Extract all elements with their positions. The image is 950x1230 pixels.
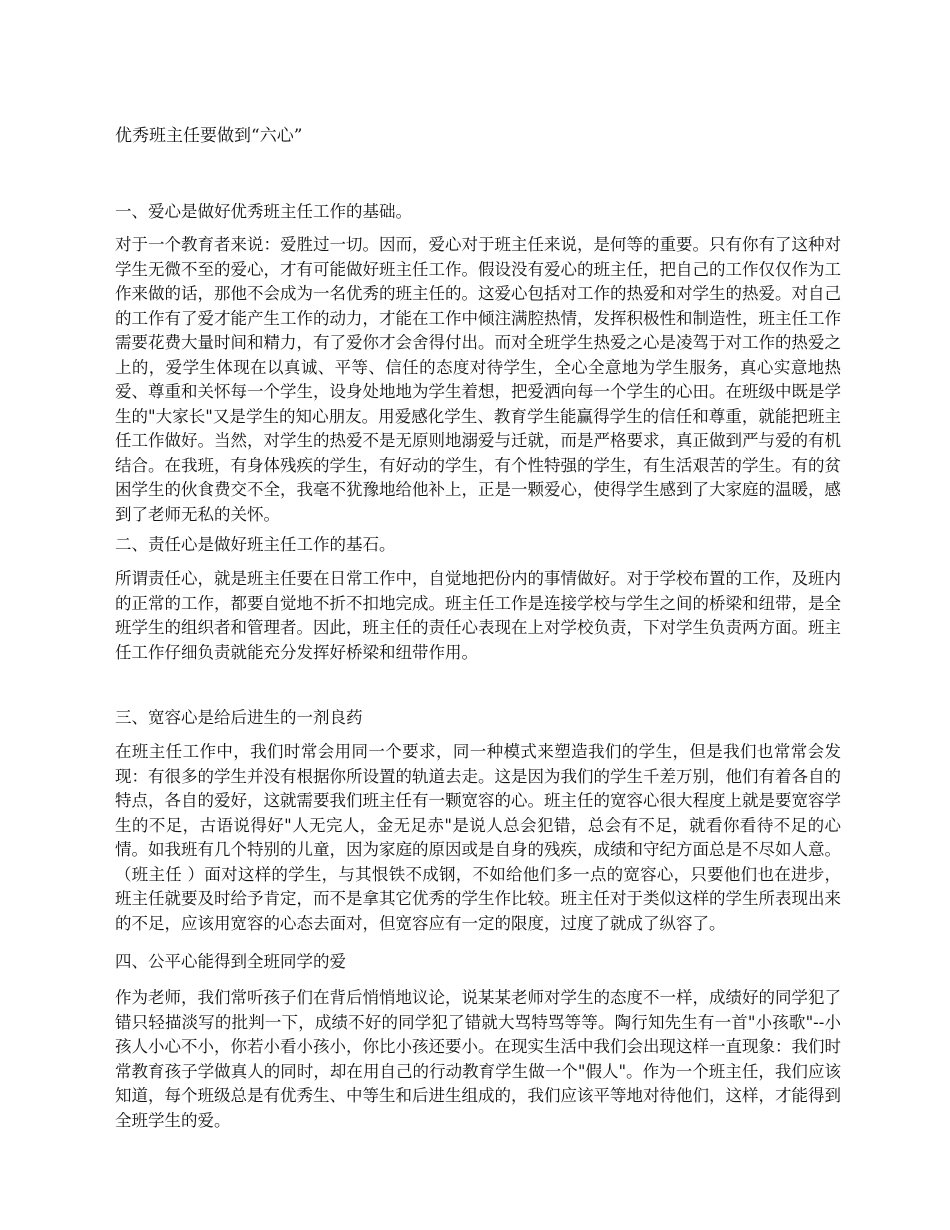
section-paragraph-fairness: 作为老师，我们常听孩子们在背后悄悄地议论，说某某老师对学生的态度不一样，成绩好的同学犯了错只轻描淡写的批判一下，成绩不好的同学犯了错就大骂特骂等等。陶行知先生有一首"小孩歌"--小孩人小心不小，你若小看小孩小，你比小孩还要小。在现实生活中我们会出现这样一直现象：我们时常教育孩子学做真人的同时，却在用自己的行动教育学生做一个"假人"。作为一个班主任，我们应该知道，每个班级总是有优秀生、中等生和后进生组成的，我们应该平等地对待他们，这样，才能得到全班学生的爱。 — [115, 988, 841, 1130]
section-heading-tolerance: 三、宽容心是给后进生的一剂良药 — [115, 708, 363, 727]
document-title: 优秀班主任要做到“六心” — [115, 126, 303, 146]
section-heading-responsibility: 二、责任心是做好班主任工作的基石。 — [115, 535, 396, 554]
section-heading-love: 一、爱心是做好优秀班主任工作的基础。 — [115, 202, 412, 221]
section-paragraph-tolerance: 在班主任工作中，我们时常会用同一个要求，同一种模式来塑造我们的学生，但是我们也常常会发现：有很多的学生并没有根据你所设置的轨道去走。这是因为我们的学生千差万别，他们有着各自的特点，各自的爱好，这就需要我们班主任有一颗宽容的心。班主任的宽容心很大程度上就是要宽容学生的不足，古语说得好"人无完人，金无足赤"是说人总会犯错，总会有不足，就看你看待不足的心情。如我班有几个特别的儿童，因为家庭的原因或是自身的残疾，成绩和守纪方面总是不尽如人意。（班主任 ）面对这样的学生，与其恨铁不成钢，不如给他们多一点的宽容心，只要他们也在进步，班主任就要及时给予肯定，而不是拿其它优秀的学生作比较。班主任对于类似这样的学生所表现出来的不足，应该用宽容的心态去面对，但宽容应有一定的限度，过度了就成了纵容了。 — [115, 742, 841, 933]
section-heading-fairness: 四、公平心能得到全班同学的爱 — [115, 952, 346, 971]
section-paragraph-love: 对于一个教育者来说：爱胜过一切。因而，爱心对于班主任来说，是何等的重要。只有你有了这种对学生无微不至的爱心，才有可能做好班主任工作。假设没有爱心的班主任，把自己的工作仅仅作为工作来做的话，那他不会成为一名优秀的班主任的。这爱心包括对工作的热爱和对学生的热爱。对自己的工作有了爱才能产生工作的动力，才能在工作中倾注满腔热情，发挥积极性和制造性，班主任工作需要花费大量时间和精力，有了爱你才会舍得付出。而对全班学生热爱之心是凌驾于对工作的热爱之上的，爱学生体现在以真诚、平等、信任的态度对待学生，全心全意地为学生服务，真心实意地热爱、尊重和关怀每一个学生，设身处地地为学生着想，把爱洒向每一个学生的心田。在班级中既是学生的"大家长"又是学生的知心朋友。用爱感化学生、教育学生能赢得学生的信任和尊重，就能把班主任工作做好。当然，对学生的热爱不是无原则地溺爱与迁就，而是严格要求，真正做到严与爱的有机结合。在我班，有身体残疾的学生，有好动的学生，有个性特强的学生，有生活艰苦的学生。有的贫困学生的伙食费交不全，我毫不犹豫地给他补上，正是一颗爱心，使得学生感到了大家庭的温暖，感到了老师无私的关怀。 — [115, 235, 841, 524]
section-paragraph-responsibility: 所谓责任心，就是班主任要在日常工作中，自觉地把份内的事情做好。对于学校布置的工作，及班内的正常的工作，都要自觉地不折不扣地完成。班主任工作是连接学校与学生之间的桥梁和纽带，是全班学生的组织者和管理者。因此，班主任的责任心表现在上对学校负责，下对学生负责两方面。班主任工作仔细负责就能充分发挥好桥梁和纽带作用。 — [115, 569, 841, 662]
